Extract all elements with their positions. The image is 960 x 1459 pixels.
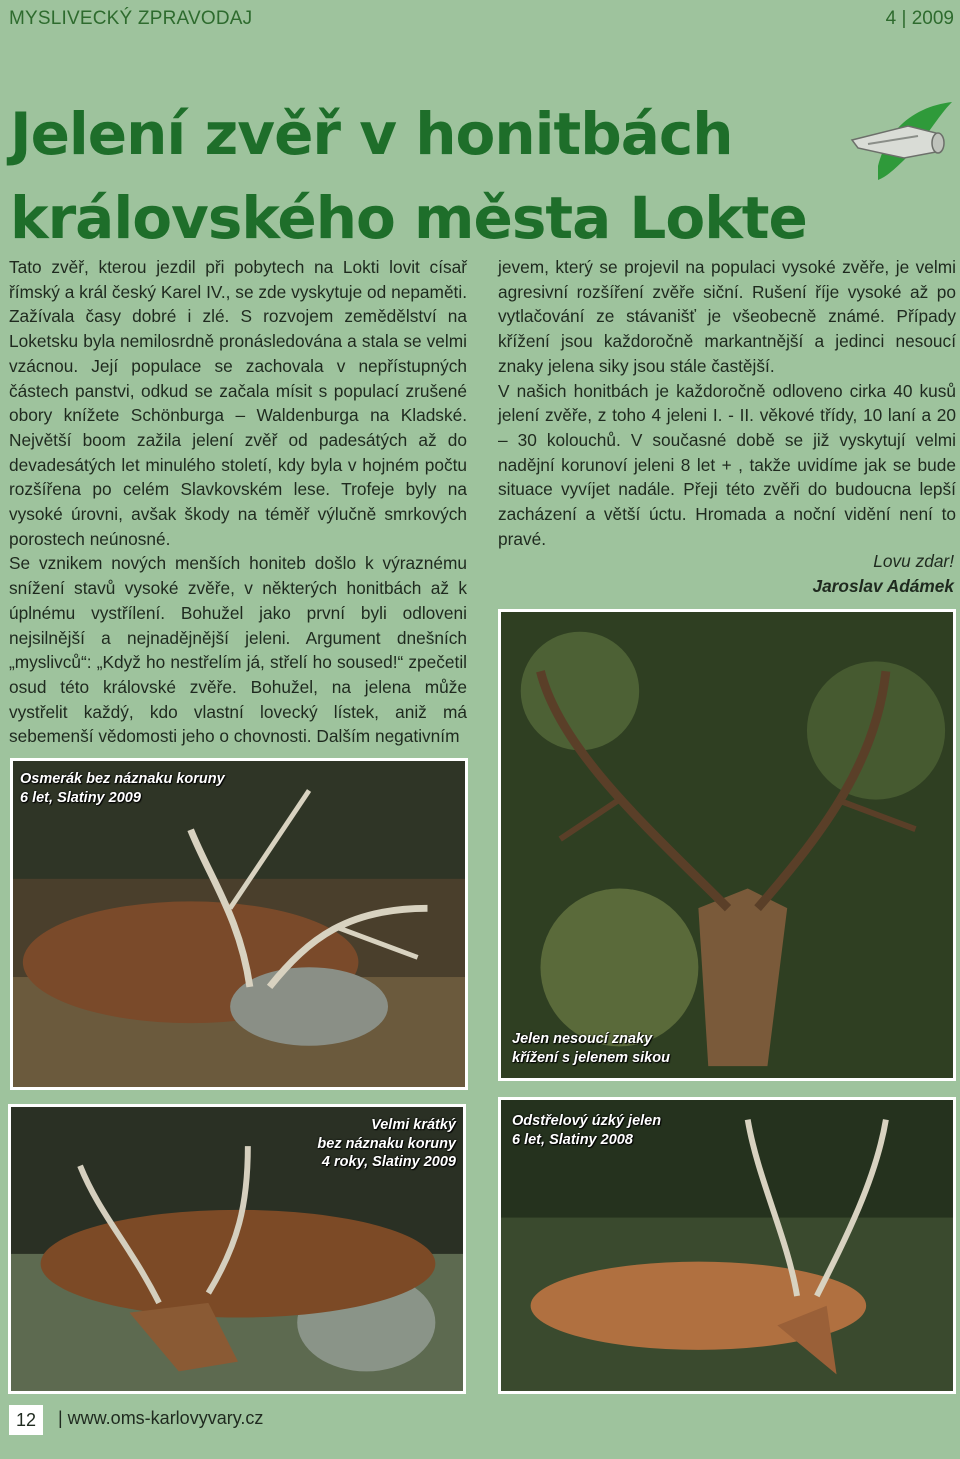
greeting: Lovu zdar! bbox=[873, 551, 954, 571]
article-title bbox=[10, 92, 870, 260]
paragraph: jevem, který se projevil na populaci vysoké zvěře, je velmi agresivní rozšíření zvěře siční. Rušení říje vysoké až po vytlačování ze stávanišť je všeobecně známé. Případy křížení jsou každoročně markantnější a jedinci nesoucí znaky jelena siky jsou stále častější. bbox=[498, 257, 956, 376]
caption-line: 6 let, Slatiny 2008 bbox=[512, 1131, 633, 1148]
photo-caption-2 bbox=[512, 1030, 670, 1067]
caption-line: Velmi krátký bbox=[371, 1117, 456, 1133]
paragraph: Se vznikem nových menších honiteb došlo k výraznému snížení stavů vysoké zvěře, v některých honitbách až k úplnému vystřílení. Bohužel jako první byli odloveni nejsilnější a nejnadějnější jeleni. Argument dnešních „myslivců“: „Když ho nestřelím já, střelí ho soused!“ zpečetil osud této královské zvěře. Bohužel, na jelena může vystřelit každý, kdo vlastní lovecký lístek, aniž má sebemenší vědomosti jeho o chovnosti. Dalším negativním bbox=[9, 553, 467, 747]
paragraph: Tato zvěř, kterou jezdil při pobytech na Lokti lovit císař římský a král český Karel IV., se zde vyskytuje od nepaměti. Zažívala časy dobré i zlé. S rozvojem zemědělství na Loketsku byla nemilosrdně pronásledována a stala se velmi vzácnou. Její populace se zachovala v nepřístupných částech panstvi, odkud se začala mísit s populací zrušené obory knížete Schönburga – Waldenburga na Kladské. Největší boom zažila jelení zvěř od padesátých až do devadesátých let minulého století, kdy byla v hojném počtu rozšířena po celém Slavkovském lese. Trofeje byly na vysoké úrovni, avšak škody na téměř výlučně smrkových porostech neúnosné. bbox=[9, 257, 467, 549]
caption-line: 6 let, Slatiny 2009 bbox=[20, 789, 141, 806]
photo-deer-eight-pointer bbox=[10, 758, 468, 1090]
caption-line: křížení s jelenem sikou bbox=[512, 1049, 670, 1066]
left-column-text bbox=[9, 255, 467, 749]
paragraph: V našich honitbách je každoročně odloveno cirka 40 kusů jelení zvěře, z toho 4 jeleni I. - II. věkové třídy, 10 laní a 20 – 30 kolouchů. V současné době se již vyskytují velmi nadějní korunoví jeleni 8 let + , takže uvidíme jak se bude situace vyvíjet nadále. Přeji této zvěři do budoucna lepší zacházení a větší úctu. Hromada a noční vidění není to pravé. bbox=[498, 380, 956, 549]
author-name: Jaroslav Adámek bbox=[812, 576, 954, 596]
caption-line: Osmerák bez náznaku koruny bbox=[20, 771, 225, 787]
title-line-1: Jelení zvěř v honitbách bbox=[10, 100, 733, 168]
magazine-name: MYSLIVECKÝ ZPRAVODAJ bbox=[9, 8, 253, 29]
issue-number: 4 | 2009 bbox=[885, 8, 954, 29]
title-line-2: královského města Lokte bbox=[10, 184, 807, 252]
photo-caption-4 bbox=[512, 1112, 661, 1149]
photo-deer-sika-hybrid bbox=[498, 609, 956, 1081]
photo-caption-3 bbox=[300, 1116, 456, 1172]
caption-line: 4 roky, Slatiny 2009 bbox=[321, 1154, 456, 1170]
caption-line: Odstřelový úzký jelen bbox=[512, 1113, 662, 1129]
caption-line: Jelen nesoucí znaky bbox=[512, 1031, 653, 1047]
caption-line: bez náznaku koruny bbox=[317, 1135, 456, 1152]
page-number: 12 bbox=[9, 1405, 43, 1435]
right-column-text bbox=[498, 255, 956, 551]
photo-caption-1 bbox=[20, 770, 225, 807]
website-link[interactable]: | www.oms-karlovyvary.cz bbox=[58, 1408, 264, 1428]
hunting-horn-logo-icon bbox=[848, 96, 956, 188]
